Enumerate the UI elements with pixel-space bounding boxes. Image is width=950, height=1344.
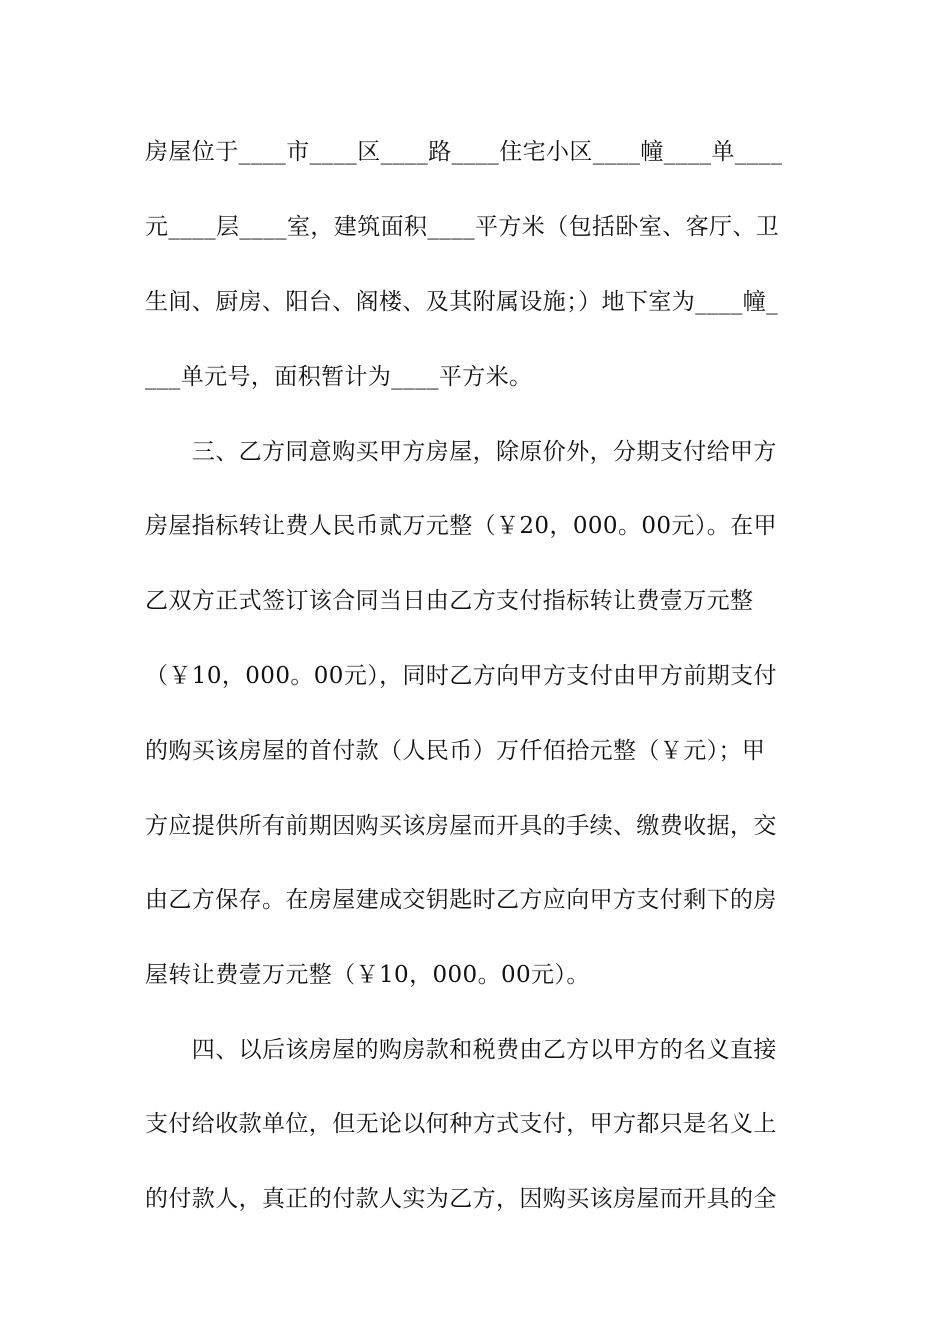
text-line: 的付款人，真正的付款人实为乙方，因购买该房屋而开具的全 <box>145 1186 777 1212</box>
text-line: ___单元号，面积暂计为____平方米。 <box>145 364 533 390</box>
text-line: 支付给收款单位，但无论以何种方式支付，甲方都只是名义上 <box>145 1111 777 1137</box>
text-line: （￥10，000。00元），同时乙方向甲方支付由甲方前期支付 <box>145 663 777 689</box>
text-line: 房屋位于____市____区____路____住宅小区____幢____单____ <box>145 139 783 165</box>
text-line: 元____层____室，建筑面积____平方米（包括卧室、客厅、卫 <box>145 214 780 240</box>
paragraph-three-start: 三、乙方同意购买甲方房屋，除原价外，分期支付给甲方 <box>145 439 777 465</box>
paragraph-four-start: 四、以后该房屋的购房款和税费由乙方以甲方的名义直接 <box>145 1037 777 1063</box>
text-line: 乙双方正式签订该合同当日由乙方支付指标转让费壹万元整 <box>145 588 754 614</box>
text-line: 房屋指标转让费人民币贰万元整（￥20，000。00元）。在甲 <box>145 513 777 539</box>
text-line: 方应提供所有前期因购买该房屋而开具的手续、缴费收据，交 <box>145 813 777 839</box>
text-line: 的购买该房屋的首付款（人民币）万仟佰拾元整（￥元）；甲 <box>145 738 766 764</box>
text-line: 由乙方保存。在房屋建成交钥匙时乙方应向甲方支付剩下的房 <box>145 887 777 913</box>
text-line: 屋转让费壹万元整（￥10，000。00元）。 <box>145 962 590 988</box>
text-line: 生间、厨房、阳台、阁楼、及其附属设施；）地下室为____幢_ <box>145 289 778 315</box>
